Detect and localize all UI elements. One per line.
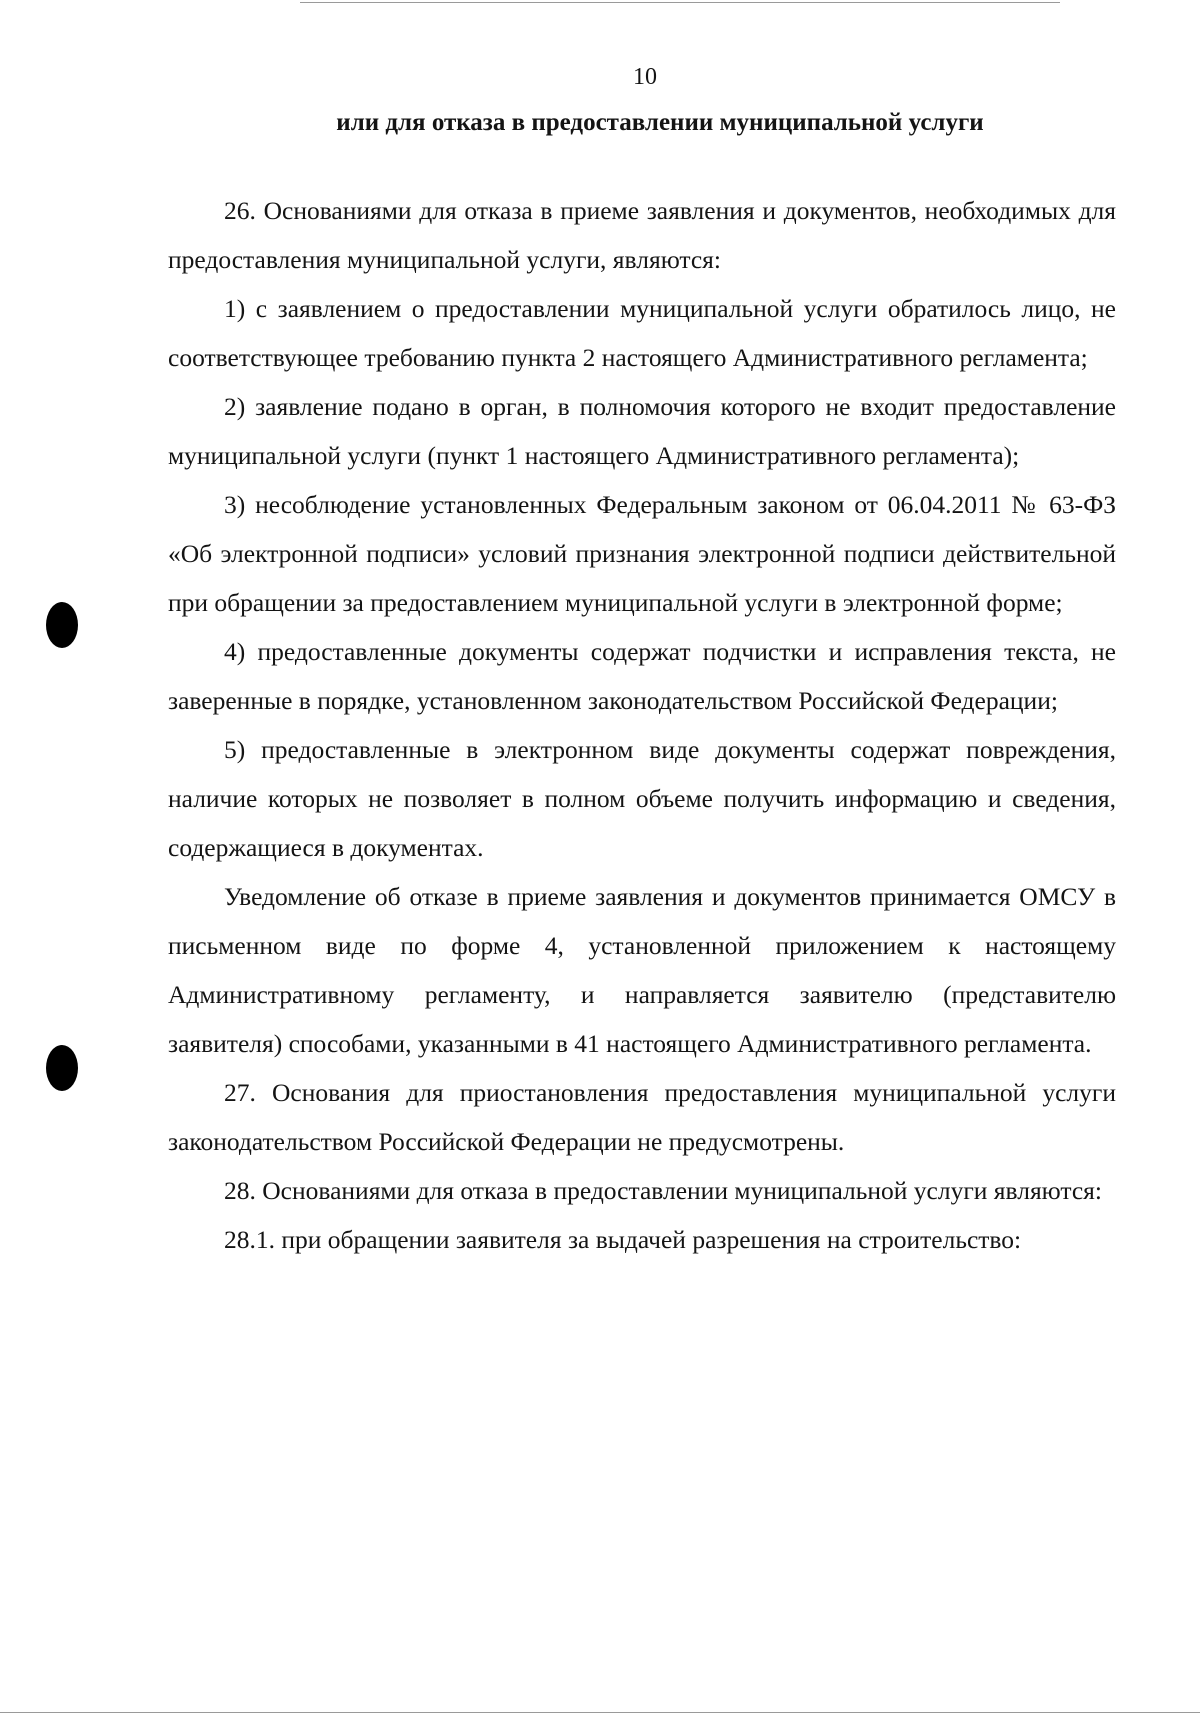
scan-edge-top (300, 2, 1060, 3)
paragraph-26-item-4: 4) предоставленные документы содержат подчистки и исправления текста, не заверенные в порядке, установленном законодательством Российской Федерации; (168, 637, 1116, 715)
paragraph-26: 26. Основаниями для отказа в приеме заявления и документов, необходимых для предоставления муниципальной услуги, являются: (168, 196, 1116, 274)
paragraph-26-item-1: 1) с заявлением о предоставлении муниципальной услуги обратилось лицо, не соответствующее требованию пункта 2 настоящего Административного регламента; (168, 294, 1116, 372)
paragraph-26-item-3: 3) несоблюдение установленных Федеральным законом от 06.04.2011 № 63-ФЗ «Об электронной подписи» условий признания электронной подписи действительной при обращении за предоставлением муниципальной услуги в электронной форме; (168, 490, 1116, 617)
paragraph-28: 28. Основаниями для отказа в предоставлении муниципальной услуги являются: (224, 1176, 1102, 1205)
paragraph-26-item-5: 5) предоставленные в электронном виде документы содержат повреждения, наличие которых не позволяет в полном объеме получить информацию и сведения, содержащиеся в документах. (168, 735, 1116, 862)
punch-hole (46, 602, 78, 648)
paragraph-27: 27. Основания для приостановления предоставления муниципальной услуги законодательством Российской Федерации не предусмотрены. (168, 1078, 1116, 1156)
paragraph-notice: Уведомление об отказе в приеме заявления и документов принимается ОМСУ в письменном виде по форме 4, установленной приложением к настоящему Административному регламенту, и направляется заявителю (представителю заявителя) способами, указанными в 41 настоящего Административного регламента. (168, 882, 1116, 1058)
punch-hole (46, 1045, 78, 1091)
page-number: 10 (633, 64, 657, 90)
paragraph-28-1: 28.1. при обращении заявителя за выдачей разрешения на строительство: (224, 1225, 1022, 1254)
paragraph-26-item-2: 2) заявление подано в орган, в полномочия которого не входит предоставление муниципальной услуги (пункт 1 настоящего Административного регламента); (168, 392, 1116, 470)
section-heading: или для отказа в предоставлении муниципальной услуги (336, 109, 984, 136)
document-body (168, 186, 1116, 1264)
scan-edge-bottom (0, 1712, 1200, 1713)
